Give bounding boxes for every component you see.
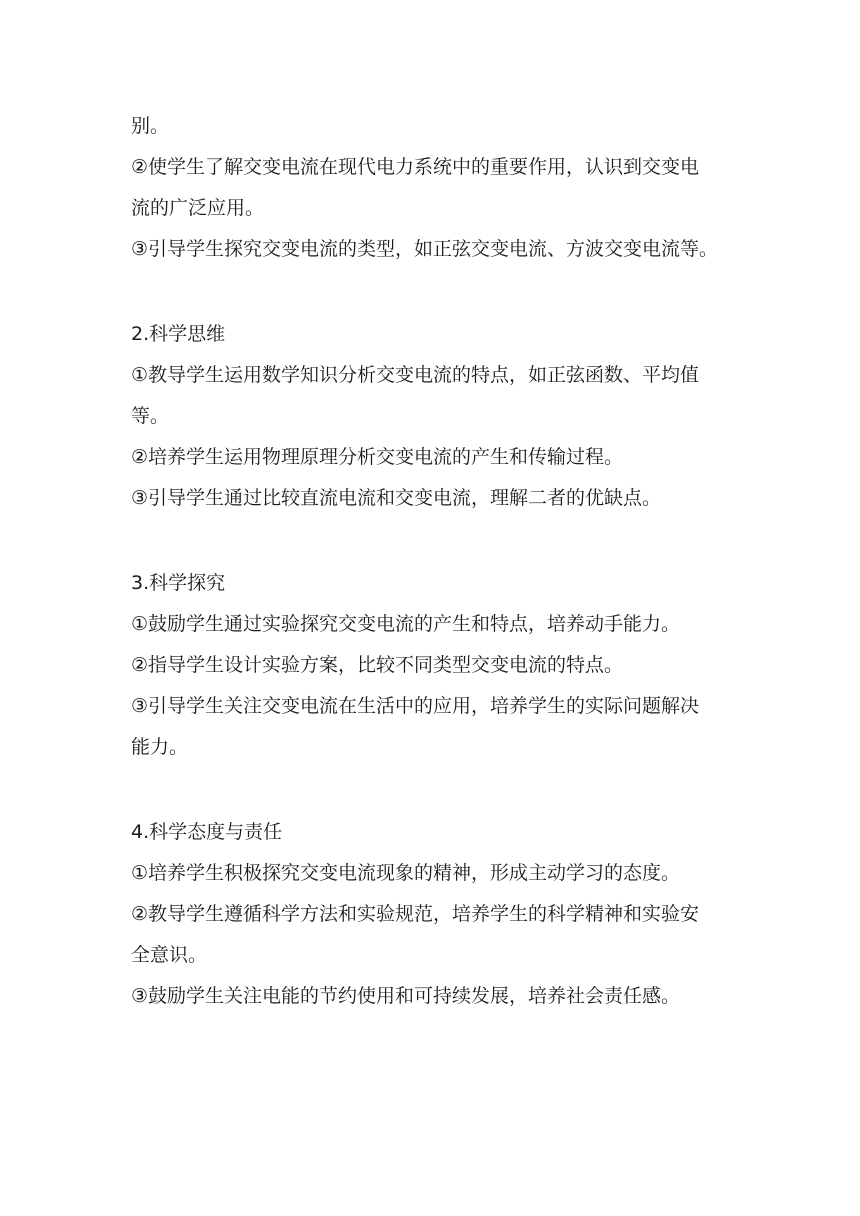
section-2-item-1-line-2: 等。 bbox=[131, 405, 170, 427]
section-4-item-1: ①培养学生积极探究交变电流现象的精神，形成主动学习的态度。 bbox=[131, 862, 681, 884]
section-2-item-2: ②培养学生运用物理原理分析交变电流的产生和传输过程。 bbox=[131, 446, 624, 468]
section-4-title: 4.科学态度与责任 bbox=[131, 821, 283, 843]
intro-item-2-line-2: 流的广泛应用。 bbox=[131, 197, 265, 219]
section-gap bbox=[131, 270, 737, 314]
section-3-item-3-line-2: 能力。 bbox=[131, 736, 189, 758]
section-3-item-3-line-1: ③引导学生关注交变电流在生活中的应用，培养学生的实际问题解决 bbox=[131, 695, 700, 717]
section-4-item-2-line-2: 全意识。 bbox=[131, 944, 208, 966]
intro-line-continuation: 别。 bbox=[131, 115, 170, 137]
section-2-title: 2.科学思维 bbox=[131, 323, 226, 345]
intro-item-2-line-1: ②使学生了解交变电流在现代电力系统中的重要作用，认识到交变电 bbox=[131, 156, 700, 178]
section-2-item-3: ③引导学生通过比较直流电流和交变电流，理解二者的优缺点。 bbox=[131, 487, 662, 509]
section-4-item-3: ③鼓励学生关注电能的节约使用和可持续发展，培养社会责任感。 bbox=[131, 985, 681, 1007]
section-3-item-1: ①鼓励学生通过实验探究交变电流的产生和特点，培养动手能力。 bbox=[131, 613, 681, 635]
document-body bbox=[131, 106, 737, 1017]
section-2-item-1-line-1: ①教导学生运用数学知识分析交变电流的特点，如正弦函数、平均值 bbox=[131, 364, 700, 386]
section-4-item-2-line-1: ②教导学生遵循科学方法和实验规范，培养学生的科学精神和实验安 bbox=[131, 903, 700, 925]
section-gap bbox=[131, 768, 737, 812]
section-3-item-2: ②指导学生设计实验方案，比较不同类型交变电流的特点。 bbox=[131, 654, 624, 676]
intro-item-3: ③引导学生探究交变电流的类型，如正弦交变电流、方波交变电流等。 bbox=[131, 238, 719, 260]
section-3-title: 3.科学探究 bbox=[131, 572, 226, 594]
section-gap bbox=[131, 519, 737, 563]
